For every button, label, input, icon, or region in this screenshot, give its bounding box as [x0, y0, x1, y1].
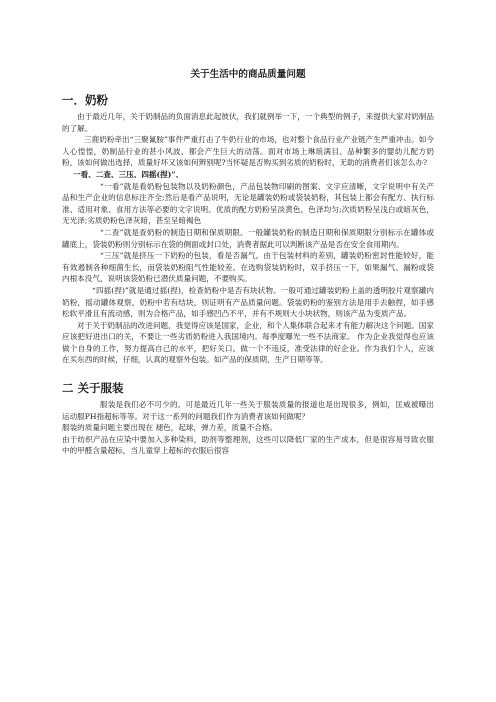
document-title: 关于生活中的商品质量问题 [190, 69, 306, 80]
section-heading-milk-powder: 一．奶粉 [62, 93, 108, 107]
paragraph-press: “三压”就是挤压一下奶粉的包装，看是否漏气。由于包装材料的差别，罐装奶粉密封性能较好，能有效遏制各种细菌生长，而袋装奶粉阻气性能较差。在选购袋装奶粉时，双手挤压一下，如果漏气、漏粉或袋内根本没气，说明该袋奶粉已潜伏质量问题，不要购买。 [62, 251, 434, 284]
paragraph-clothing-issues: 服装的质量问题主要出现在 褪色，起球，弹力差，质量不合格。 [62, 423, 278, 433]
paragraph-shake: “四摇(捏)”就是通过摇(捏)，检查奶粉中是否有块状物。一般可通过罐装奶粉上盖的透明胶片观察罐内奶粉，摇动罐体观察，奶粉中若有结块，则证明有产品质量问题。袋装奶粉的鉴别方法是用手去触捏，如手感松软平滑且有流动感，则为合格产品，如手感凹凸不平，并有不规则大小块状物，则该产品为变质产品。 [62, 285, 434, 319]
subheading-four-steps: 一看、二查、三压、四摇(捏)”、 [73, 169, 184, 179]
paragraph-check: “二查”就是查奶粉的制造日期和保质期限。一般罐装奶粉的制造日期和保质期限分别标示在罐体或罐底上，袋装奶粉则分别标示在袋的侧面或封口处，消费者据此可以判断该产品是否在安全食用期内。 [62, 227, 434, 249]
paragraph-sanlu: 三鹿奶粉牵出“三聚氰胺”事件严重打击了牛奶行业的市场，也对整个食品行业产业链产生严重冲击。如今人心惶惶，奶制品行业的甚小风波，都会产生巨大的动荡。面对市场上琳琅满目、品种繁多的婴幼儿配方奶粉，该如何做出选择，质量好坏又该如何辨别呢?当怀疑是否购买到劣质的奶粉时，无助的消费者们该怎么办? [62, 135, 434, 168]
spacer [62, 366, 434, 373]
document-page [62, 68, 434, 457]
section-heading-clothing: 二 关于服装 [62, 381, 124, 396]
paragraph-clothing-intro: 服装是我们必不可少的。可是最近几年一些关于服装质量的报道也是出现很多，例如，匡威被曝出运动服PH指超标等等。对于这一系列的问题我们作为消费者该如何做呢？ [62, 400, 434, 421]
paragraph-textile-dyes: 由于纺织产品在应染中要加入多种染料，助剂等整理剂，这些可以降低厂家的生产成本，但是很容易导致衣服中的甲醛含量超标，当儿童穿上超标的衣服后很容 [62, 434, 434, 456]
paragraph-look: “一看”就是看奶粉包装物以及奶粉颜色，产品包装物印刷的图案、文字应清晰，文字说明中有关产品和生产企业的信息标注齐全;然后是看产品说明，无论是罐装奶粉或袋装奶粉，其包装上都会有配方、执行标准、适用对象、食用方法等必要的文字说明。优质的配方奶粉呈淡黄色，色泽均匀;次质奶粉呈浅白或暗灰色，无光泽;劣质奶粉色泽灰暗，甚至呈暗褐色 [62, 181, 434, 226]
paragraph-improvement: 对于关于奶制品的改进问题，我觉得应该是国家，企业，和个人集体联合起来才有能力解决这个问题。国家应该把好进出口的关，不要让一些劣质奶粉进入我国境内。每季度曝光一些不法商家。 作为企业我觉得也应该做个自身的工作，努力提高自己的水平，把好关口。做一个不违反，准受法律的好企业。作为我们个人，应该在买东西的时候，仔细，认真的观察外包装。如产品的保质期，生产日期等等。 [62, 320, 434, 365]
paragraph-intro: 由于最近几年，关于奶制品的负面消息此起彼伏，我们就例举一下，一个典型的例子，来提供大家对奶制品的了解。 [62, 112, 434, 133]
